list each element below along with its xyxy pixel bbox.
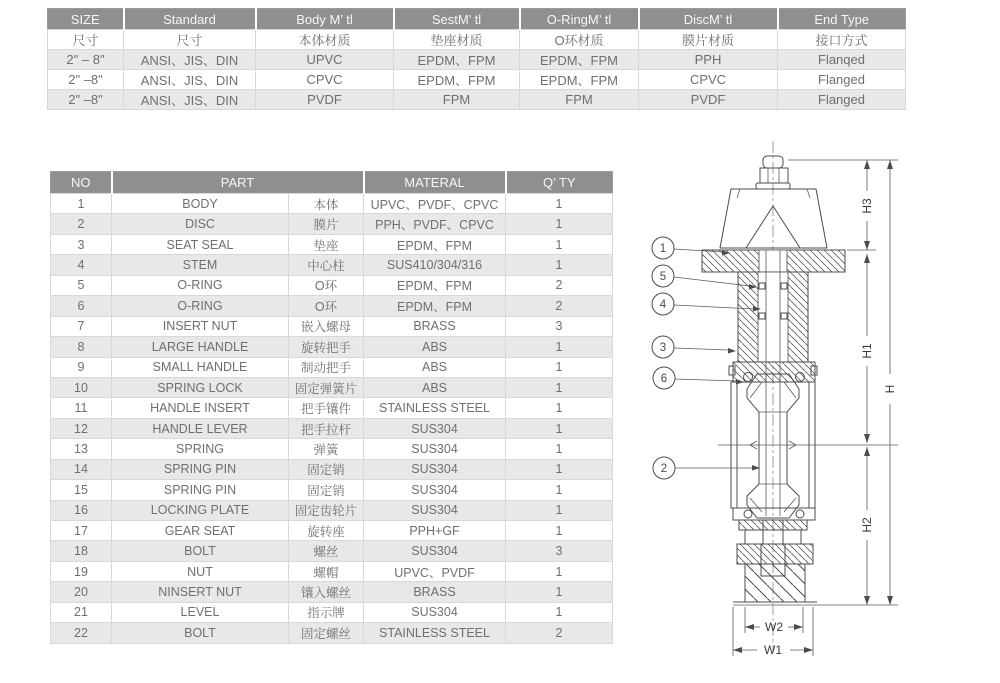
parts-cell-11-0: 12 (51, 418, 112, 438)
parts-cell-20-4: 1 (506, 602, 613, 622)
parts-cell-4-1: O-RING (112, 275, 289, 295)
spec-header-cell-2: Body M’ tl (256, 9, 394, 30)
parts-cell-8-4: 1 (506, 357, 613, 377)
spec-cell-1-0: 2" –8" (48, 70, 124, 90)
parts-cell-21-4: 2 (506, 623, 613, 643)
dim-label-w1: W1 (764, 643, 782, 657)
parts-cell-6-3: BRASS (364, 316, 506, 336)
dim-h1 (860, 254, 874, 443)
parts-cell-13-2: 固定销 (289, 459, 364, 479)
parts-cell-16-0: 17 (51, 521, 112, 541)
parts-cell-1-2: 膜片 (289, 214, 364, 234)
parts-cell-2-2: 垫座 (289, 234, 364, 254)
parts-cell-6-2: 嵌入螺母 (289, 316, 364, 336)
spec-header-cn-cell-6: 接口方式 (778, 30, 906, 50)
spec-header-cell-0: SIZE (48, 9, 124, 30)
callout-3-label: 3 (659, 342, 667, 354)
dim-label-h1: H1 (860, 343, 874, 359)
parts-cell-3-2: 中心柱 (289, 255, 364, 275)
parts-cell-6-0: 7 (51, 316, 112, 336)
parts-cell-0-1: BODY (112, 194, 289, 214)
parts-cell-8-3: ABS (364, 357, 506, 377)
parts-cell-15-3: SUS304 (364, 500, 506, 520)
parts-cell-9-2: 固定弹簧片 (289, 377, 364, 397)
parts-cell-13-4: 1 (506, 459, 613, 479)
parts-cell-6-1: INSERT NUT (112, 316, 289, 336)
spec-cell-0-0: 2" – 8" (48, 50, 124, 70)
parts-cell-20-3: SUS304 (364, 602, 506, 622)
parts-cell-2-3: EPDM、FPM (364, 234, 506, 254)
spec-cell-1-3: EPDM、FPM (394, 70, 520, 90)
spec-header-cell-6: End Type (778, 9, 906, 30)
parts-cell-3-3: SUS410/304/316 (364, 255, 506, 275)
parts-cell-15-4: 1 (506, 500, 613, 520)
parts-cell-17-3: SUS304 (364, 541, 506, 561)
dim-h2 (860, 447, 874, 605)
parts-cell-18-2: 螺帽 (289, 561, 364, 581)
parts-cell-17-1: BOLT (112, 541, 289, 561)
callout-5-label: 5 (659, 271, 667, 283)
spec-header-cell-1: Standard (124, 9, 256, 30)
parts-cell-13-0: 14 (51, 459, 112, 479)
parts-cell-21-3: STAINLESS STEEL (364, 623, 506, 643)
parts-cell-16-1: GEAR SEAT (112, 521, 289, 541)
parts-cell-19-2: 镶入螺丝 (289, 582, 364, 602)
parts-cell-1-0: 2 (51, 214, 112, 234)
spec-cell-2-3: FPM (394, 90, 520, 110)
parts-cell-11-4: 1 (506, 418, 613, 438)
parts-cell-10-4: 1 (506, 398, 613, 418)
parts-cell-10-3: STAINLESS STEEL (364, 398, 506, 418)
parts-header-cell-3: Q’ TY (506, 172, 613, 194)
parts-cell-5-1: O-RING (112, 296, 289, 316)
parts-cell-6-4: 3 (506, 316, 613, 336)
parts-cell-21-1: BOLT (112, 623, 289, 643)
parts-cell-0-3: UPVC、PVDF、CPVC (364, 194, 506, 214)
parts-cell-4-0: 5 (51, 275, 112, 295)
parts-cell-9-4: 1 (506, 377, 613, 397)
dim-label-h3: H3 (860, 198, 874, 214)
spec-header-cn-cell-3: 垫座材质 (394, 30, 520, 50)
parts-cell-18-3: UPVC、PVDF (364, 561, 506, 581)
parts-cell-8-1: SMALL HANDLE (112, 357, 289, 377)
parts-cell-7-3: ABS (364, 337, 506, 357)
parts-cell-16-2: 旋转座 (289, 521, 364, 541)
parts-cell-21-2: 固定螺丝 (289, 623, 364, 643)
callout-6 (653, 367, 744, 389)
callout-2-label: 2 (660, 463, 668, 475)
dim-w2 (745, 620, 803, 634)
callout-2 (653, 457, 760, 479)
parts-cell-1-4: 1 (506, 214, 613, 234)
parts-cell-17-2: 螺丝 (289, 541, 364, 561)
spec-cell-2-5: PVDF (639, 90, 778, 110)
spec-cell-2-2: PVDF (256, 90, 394, 110)
parts-cell-19-1: NINSERT NUT (112, 582, 289, 602)
callout-1-label: 1 (659, 243, 667, 255)
parts-cell-14-4: 1 (506, 480, 613, 500)
dim-h (883, 160, 897, 605)
parts-cell-19-0: 20 (51, 582, 112, 602)
parts-cell-7-0: 8 (51, 337, 112, 357)
parts-header-cell-2: MATERAL (364, 172, 506, 194)
parts-cell-20-0: 21 (51, 602, 112, 622)
callout-4-label: 4 (659, 299, 667, 311)
spec-cell-2-1: ANSI、JIS、DIN (124, 90, 256, 110)
seat-union (733, 508, 815, 544)
parts-cell-11-3: SUS304 (364, 418, 506, 438)
spec-cell-0-5: PPH (639, 50, 778, 70)
spec-cell-0-2: UPVC (256, 50, 394, 70)
parts-cell-17-0: 18 (51, 541, 112, 561)
parts-cell-3-4: 1 (506, 255, 613, 275)
callout-3 (652, 336, 736, 358)
parts-cell-13-3: SUS304 (364, 459, 506, 479)
parts-cell-3-1: STEM (112, 255, 289, 275)
parts-cell-14-3: SUS304 (364, 480, 506, 500)
parts-cell-20-2: 指示牌 (289, 602, 364, 622)
bottom-end (733, 544, 817, 602)
dim-w1 (733, 643, 813, 657)
spec-cell-2-6: Flanged (778, 90, 906, 110)
parts-cell-12-3: SUS304 (364, 439, 506, 459)
parts-header-cell-1: PART (112, 172, 364, 194)
parts-cell-8-0: 9 (51, 357, 112, 377)
parts-cell-0-2: 本体 (289, 194, 364, 214)
parts-cell-8-2: 制动把手 (289, 357, 364, 377)
parts-cell-15-0: 16 (51, 500, 112, 520)
parts-cell-7-1: LARGE HANDLE (112, 337, 289, 357)
parts-header-cell-0: NO (51, 172, 112, 194)
parts-cell-14-2: 固定销 (289, 480, 364, 500)
spec-cell-1-4: EPDM、FPM (520, 70, 639, 90)
parts-cell-20-1: LEVEL (112, 602, 289, 622)
spec-header-cn-cell-4: O环材质 (520, 30, 639, 50)
parts-cell-10-2: 把手镶件 (289, 398, 364, 418)
parts-cell-4-4: 2 (506, 275, 613, 295)
parts-cell-11-1: HANDLE LEVER (112, 418, 289, 438)
parts-cell-11-2: 把手拉杆 (289, 418, 364, 438)
parts-cell-7-4: 1 (506, 337, 613, 357)
parts-cell-3-0: 4 (51, 255, 112, 275)
parts-cell-5-3: EPDM、FPM (364, 296, 506, 316)
parts-cell-0-0: 1 (51, 194, 112, 214)
parts-cell-9-3: ABS (364, 377, 506, 397)
spec-header-cell-4: O-RingM’ tl (520, 9, 639, 30)
parts-cell-21-0: 22 (51, 623, 112, 643)
parts-cell-2-4: 1 (506, 234, 613, 254)
parts-cell-19-3: BRASS (364, 582, 506, 602)
spec-cell-0-3: EPDM、FPM (394, 50, 520, 70)
parts-cell-5-2: O环 (289, 296, 364, 316)
parts-cell-12-1: SPRING (112, 439, 289, 459)
spec-cell-1-2: CPVC (256, 70, 394, 90)
parts-cell-1-1: DISC (112, 214, 289, 234)
callout-6-label: 6 (660, 373, 668, 385)
spec-cell-0-4: EPDM、FPM (520, 50, 639, 70)
parts-cell-18-1: NUT (112, 561, 289, 581)
parts-cell-18-4: 1 (506, 561, 613, 581)
parts-cell-19-4: 1 (506, 582, 613, 602)
spec-cell-2-0: 2" –8" (48, 90, 124, 110)
dim-label-w2: W2 (765, 620, 783, 634)
spec-cell-1-6: Flanged (778, 70, 906, 90)
parts-cell-2-0: 3 (51, 234, 112, 254)
parts-cell-17-4: 3 (506, 541, 613, 561)
parts-cell-9-1: SPRING LOCK (112, 377, 289, 397)
spec-cell-0-6: Flanqed (778, 50, 906, 70)
dim-label-h2: H2 (860, 517, 874, 533)
handle-cap (720, 189, 827, 248)
dim-h3 (860, 160, 874, 250)
parts-cell-1-3: PPH、PVDF、CPVC (364, 214, 506, 234)
parts-cell-5-0: 6 (51, 296, 112, 316)
parts-cell-12-0: 13 (51, 439, 112, 459)
parts-cell-12-2: 弹簧 (289, 439, 364, 459)
spec-header-cn-cell-2: 本体材质 (256, 30, 394, 50)
bonnet-lower-flange (729, 362, 817, 382)
parts-cell-4-2: O环 (289, 275, 364, 295)
parts-cell-7-2: 旋转把手 (289, 337, 364, 357)
parts-cell-5-4: 2 (506, 296, 613, 316)
spec-header-cell-5: DiscM’ tl (639, 9, 778, 30)
parts-cell-16-3: PPH+GF (364, 521, 506, 541)
spec-cell-1-5: CPVC (639, 70, 778, 90)
dim-label-h: H (883, 384, 897, 394)
parts-cell-16-4: 1 (506, 521, 613, 541)
parts-cell-9-0: 10 (51, 377, 112, 397)
parts-cell-10-0: 11 (51, 398, 112, 418)
parts-cell-13-1: SPRING PIN (112, 459, 289, 479)
spec-cell-0-1: ANSI、JIS、DIN (124, 50, 256, 70)
spec-header-cn-cell-1: 尺寸 (124, 30, 256, 50)
parts-cell-15-1: LOCKING PLATE (112, 500, 289, 520)
spec-cell-1-1: ANSI、JIS、DIN (124, 70, 256, 90)
parts-cell-2-1: SEAT SEAL (112, 234, 289, 254)
spec-header-cell-3: SestM’ tl (394, 9, 520, 30)
spec-header-cn-cell-0: 尺寸 (48, 30, 124, 50)
parts-cell-14-1: SPRING PIN (112, 480, 289, 500)
parts-cell-12-4: 1 (506, 439, 613, 459)
parts-cell-15-2: 固定齿轮片 (289, 500, 364, 520)
parts-cell-18-0: 19 (51, 561, 112, 581)
parts-cell-10-1: HANDLE INSERT (112, 398, 289, 418)
parts-cell-0-4: 1 (506, 194, 613, 214)
spec-header-cn-cell-5: 膜片材质 (639, 30, 778, 50)
parts-cell-4-3: EPDM、FPM (364, 275, 506, 295)
parts-cell-14-0: 15 (51, 480, 112, 500)
spec-cell-2-4: FPM (520, 90, 639, 110)
